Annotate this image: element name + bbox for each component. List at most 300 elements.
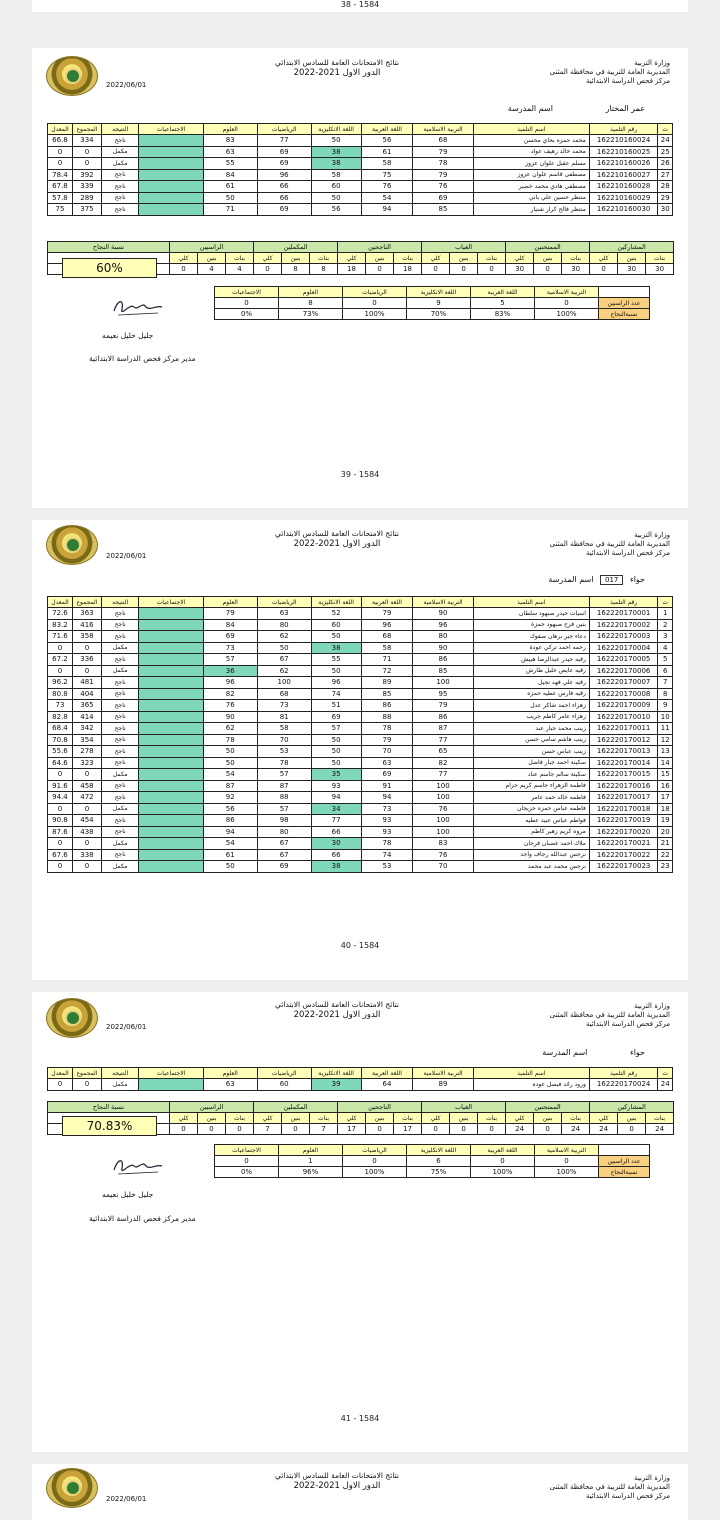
table-cell: 162220170003 xyxy=(589,631,658,643)
stats-value: 0 xyxy=(535,1156,599,1167)
table-cell: 71 xyxy=(203,204,257,216)
table-cell: 79 xyxy=(361,734,413,746)
table-cell: ناجح xyxy=(101,734,138,746)
table-cell: 36 xyxy=(203,665,257,677)
table-cell: 23 xyxy=(658,861,673,873)
stats-value: 0 xyxy=(471,1156,535,1167)
table-cell: 26 xyxy=(658,158,673,170)
print-date: 2022/06/01 xyxy=(106,552,147,560)
table-cell: 86 xyxy=(413,654,473,666)
table-cell: ناجح xyxy=(101,654,138,666)
table-cell: 19 xyxy=(658,815,673,827)
table-cell: 0 xyxy=(48,158,73,170)
table-cell: 69 xyxy=(413,192,473,204)
table-cell: 55 xyxy=(311,654,361,666)
subject-header: التربية الاسلامية xyxy=(535,1145,599,1156)
table-cell: 162220170005 xyxy=(589,654,658,666)
table-cell: 11 xyxy=(658,723,673,735)
table-cell: 70 xyxy=(361,746,413,758)
table-cell: 85 xyxy=(413,665,473,677)
table-cell: 0 xyxy=(72,803,101,815)
table-cell: 2 xyxy=(658,619,673,631)
table-cell: 0 xyxy=(72,769,101,781)
table-cell: 162220170017 xyxy=(589,792,658,804)
table-cell: 38 xyxy=(311,146,361,158)
table-cell: 66 xyxy=(311,826,361,838)
table-cell: 0 xyxy=(48,665,73,677)
table-cell: 75 xyxy=(48,204,73,216)
table-cell: 162220170014 xyxy=(589,757,658,769)
table-cell: 17 xyxy=(658,792,673,804)
table-cell: 22 xyxy=(658,849,673,861)
subject-header: الاجتماعيات xyxy=(215,287,279,298)
table-cell: 29 xyxy=(658,192,673,204)
table-cell: 25 xyxy=(658,146,673,158)
table-cell: 57 xyxy=(203,654,257,666)
table-cell: بنين فرح صبهود حمزة xyxy=(473,619,589,631)
table-cell: 52 xyxy=(311,608,361,620)
table-cell xyxy=(139,861,203,873)
summary-sub-header: بنات xyxy=(310,253,338,264)
table-cell: 91 xyxy=(361,780,413,792)
table-cell: 10 xyxy=(658,711,673,723)
subject-header: العلوم xyxy=(279,1145,343,1156)
table-cell: 339 xyxy=(72,181,101,193)
table-cell: 0 xyxy=(48,769,73,781)
table-cell xyxy=(139,631,203,643)
table-cell: 56 xyxy=(203,803,257,815)
table-cell: مروه كريم زهير كاظم xyxy=(473,826,589,838)
table-cell: 0 xyxy=(48,1079,73,1091)
stats-row xyxy=(215,309,650,320)
table-row xyxy=(48,746,673,758)
stats-corner xyxy=(599,1145,650,1156)
table-cell: 4 xyxy=(658,642,673,654)
stats-value: 83% xyxy=(471,309,535,320)
table-cell: رقيه عايض خليل طارش xyxy=(473,665,589,677)
table-cell: 0 xyxy=(72,665,101,677)
table-cell: 79 xyxy=(203,608,257,620)
table-cell: نرجس عبدالله رجاف واجد xyxy=(473,849,589,861)
table-cell: 96 xyxy=(361,619,413,631)
table-cell: 39 xyxy=(311,1079,361,1091)
table-cell: 62 xyxy=(257,631,311,643)
table-cell: ناجح xyxy=(101,826,138,838)
table-cell: 50 xyxy=(311,746,361,758)
table-cell: 162220170013 xyxy=(589,746,658,758)
stats-value: 100% xyxy=(343,1167,407,1178)
column-header: ت xyxy=(658,1068,673,1079)
column-header: العلوم xyxy=(203,597,257,608)
table-cell: 73 xyxy=(48,700,73,712)
table-cell: 0 xyxy=(72,158,101,170)
table-cell: 162220170001 xyxy=(589,608,658,620)
table-cell: ناجح xyxy=(101,792,138,804)
table-row xyxy=(48,181,673,193)
table-cell: 77 xyxy=(257,135,311,147)
stats-row-label: عدد الراسبين xyxy=(599,1156,650,1167)
table-cell: 50 xyxy=(203,746,257,758)
table-cell: 50 xyxy=(257,642,311,654)
subject-header: الاجتماعيات xyxy=(215,1145,279,1156)
table-cell: 27 xyxy=(658,169,673,181)
stats-value: 0 xyxy=(215,1156,279,1167)
table-cell: 8 xyxy=(658,688,673,700)
table-cell: 90 xyxy=(203,711,257,723)
table-cell: 78 xyxy=(203,734,257,746)
stats-header-row xyxy=(215,287,650,298)
table-cell: 162210160030 xyxy=(589,204,658,216)
table-cell: 86 xyxy=(203,815,257,827)
table-header-row xyxy=(48,1068,673,1079)
table-cell: محمد خالد رهيف عواد xyxy=(473,146,589,158)
stats-value: 5 xyxy=(471,298,535,309)
summary-sub-header: بنات xyxy=(646,1113,674,1124)
table-cell: 18 xyxy=(658,803,673,815)
table-cell: 56 xyxy=(361,135,413,147)
summary-value: 0 xyxy=(170,1124,198,1135)
results-table xyxy=(47,596,673,873)
table-cell: 30 xyxy=(311,838,361,850)
table-cell: 162220170011 xyxy=(589,723,658,735)
table-cell: مكمل xyxy=(101,642,138,654)
table-row xyxy=(48,654,673,666)
table-cell: 6 xyxy=(658,665,673,677)
summary-sub-header: كلي xyxy=(422,253,450,264)
table-cell: 38 xyxy=(311,861,361,873)
summary-sub-header: بنين xyxy=(618,1113,646,1124)
summary-value: 30 xyxy=(506,264,534,275)
ministry-logo-icon xyxy=(46,56,98,96)
stats-row xyxy=(215,1156,650,1167)
table-cell: 100 xyxy=(413,815,473,827)
table-cell: 60 xyxy=(257,1079,311,1091)
stats-value: 100% xyxy=(535,309,599,320)
table-cell: 68 xyxy=(257,688,311,700)
table-cell: 51 xyxy=(311,700,361,712)
column-header: رقم التلميذ xyxy=(589,1068,658,1079)
summary-value: 18 xyxy=(338,264,366,275)
summary-group-header: الممتحنين xyxy=(506,242,590,253)
summary-sub-header: كلي xyxy=(422,1113,450,1124)
table-cell: محمد حمزه بحاي محسن xyxy=(473,135,589,147)
school-name-row: عمر المختار اسم المدرسة xyxy=(507,104,645,113)
table-cell: دعاء جبر برهان صفوك xyxy=(473,631,589,643)
stats-row xyxy=(215,1167,650,1178)
table-cell: 86 xyxy=(413,711,473,723)
table-cell: مكمل xyxy=(101,665,138,677)
table-cell: ناجح xyxy=(101,619,138,631)
table-cell xyxy=(139,688,203,700)
table-cell: ناجح xyxy=(101,849,138,861)
summary-value: 0 xyxy=(618,1124,646,1135)
table-cell: 38 xyxy=(311,642,361,654)
table-cell: 162210160026 xyxy=(589,158,658,170)
table-cell xyxy=(139,654,203,666)
table-cell xyxy=(139,700,203,712)
summary-value: 0 xyxy=(366,1124,394,1135)
subject-header: اللغة العربية xyxy=(471,1145,535,1156)
table-row xyxy=(48,792,673,804)
table-row xyxy=(48,158,673,170)
table-cell: 69 xyxy=(203,631,257,643)
table-cell: 61 xyxy=(203,181,257,193)
table-cell xyxy=(139,1079,203,1091)
table-cell: 63 xyxy=(257,608,311,620)
table-cell: فاطمه عباس حمزه حزيجان xyxy=(473,803,589,815)
summary-sub-header: بنين xyxy=(282,253,310,264)
summary-sub-header: بنات xyxy=(394,253,422,264)
stats-value: 0 xyxy=(343,298,407,309)
table-cell: 0 xyxy=(48,642,73,654)
table-cell: ناجح xyxy=(101,757,138,769)
table-cell: 162220170012 xyxy=(589,734,658,746)
summary-group-header: المشاركين xyxy=(590,1102,674,1113)
table-cell: ناجح xyxy=(101,815,138,827)
table-cell: 0 xyxy=(72,838,101,850)
page-number: 39 - 1584 xyxy=(340,470,380,479)
table-cell: 20 xyxy=(658,826,673,838)
exam-title: نتائج الامتحانات العامة للسادس الابتدائي 2022-2021 الدور الاول xyxy=(275,1471,399,1491)
table-cell: 78.4 xyxy=(48,169,73,181)
table-cell: 83 xyxy=(203,135,257,147)
table-cell: 50 xyxy=(311,757,361,769)
table-cell: زينب محمد جبار عبد xyxy=(473,723,589,735)
column-header: المجموع xyxy=(72,124,101,135)
table-cell: 60 xyxy=(311,181,361,193)
result-page-2 xyxy=(32,520,688,980)
table-cell: 80 xyxy=(257,826,311,838)
page-number: 40 - 1584 xyxy=(340,941,380,950)
column-header: رقم التلميذ xyxy=(589,597,658,608)
table-cell: 79 xyxy=(413,700,473,712)
table-cell: 162210160024 xyxy=(589,135,658,147)
table-cell xyxy=(139,746,203,758)
table-cell: 94.4 xyxy=(48,792,73,804)
subject-stats-table xyxy=(214,286,650,320)
summary-group-header: الناجحين xyxy=(338,242,422,253)
table-cell: 66 xyxy=(311,849,361,861)
table-row xyxy=(48,688,673,700)
summary-sub-header: بنين xyxy=(450,1113,478,1124)
table-cell: 70 xyxy=(413,861,473,873)
table-cell: 94 xyxy=(361,792,413,804)
table-cell: 85 xyxy=(413,204,473,216)
table-cell xyxy=(139,711,203,723)
table-cell: 100 xyxy=(413,792,473,804)
table-cell: سكينة احمد جبار فاضل xyxy=(473,757,589,769)
table-cell: 69 xyxy=(257,861,311,873)
table-cell: زهراء عامر كاظم جريب xyxy=(473,711,589,723)
table-cell: 83.2 xyxy=(48,619,73,631)
table-cell: 323 xyxy=(72,757,101,769)
table-row xyxy=(48,608,673,620)
column-header: اسم التلميذ xyxy=(473,1068,589,1079)
table-cell xyxy=(139,169,203,181)
result-page-3 xyxy=(32,992,688,1452)
table-cell xyxy=(139,642,203,654)
table-row xyxy=(48,849,673,861)
table-cell: 162220170004 xyxy=(589,642,658,654)
column-header: النتيجه xyxy=(101,597,138,608)
summary-value: 0 xyxy=(590,264,618,275)
table-cell: 162220170010 xyxy=(589,711,658,723)
table-cell xyxy=(139,792,203,804)
signer-name: جليل خليل نعيمه xyxy=(102,331,154,340)
table-cell: 62 xyxy=(257,665,311,677)
summary-sub-header: كلي xyxy=(506,253,534,264)
table-cell: 56 xyxy=(311,204,361,216)
summary-value: 0 xyxy=(478,264,506,275)
table-cell xyxy=(139,181,203,193)
table-cell: 50 xyxy=(311,135,361,147)
summary-group-header: المشاركين xyxy=(590,242,674,253)
summary-value: 8 xyxy=(310,264,338,275)
table-cell: 93 xyxy=(361,826,413,838)
table-row xyxy=(48,723,673,735)
stats-row xyxy=(215,298,650,309)
stats-value: 75% xyxy=(407,1167,471,1178)
table-cell xyxy=(139,665,203,677)
table-cell: ناجح xyxy=(101,780,138,792)
table-cell: 68 xyxy=(413,135,473,147)
table-cell: 24 xyxy=(658,135,673,147)
table-cell: 96 xyxy=(413,619,473,631)
table-cell: 66.8 xyxy=(48,135,73,147)
table-cell: 342 xyxy=(72,723,101,735)
table-cell: فواطم عباس عبيد عطيه xyxy=(473,815,589,827)
summary-group-row xyxy=(48,242,674,253)
table-cell: 67 xyxy=(257,654,311,666)
column-header: التربية الاسلامية xyxy=(413,597,473,608)
stats-value: 100% xyxy=(535,1167,599,1178)
column-header: الاجتماعيات xyxy=(139,1068,203,1079)
summary-sub-header: بنين xyxy=(366,253,394,264)
table-cell: رحمه احمد تركي عودة xyxy=(473,642,589,654)
table-cell: مكمل xyxy=(101,146,138,158)
table-cell: 76 xyxy=(203,700,257,712)
summary-sub-header: كلي xyxy=(254,253,282,264)
table-row xyxy=(48,1079,673,1091)
table-cell: 82 xyxy=(413,757,473,769)
table-cell: 67.6 xyxy=(48,849,73,861)
stats-value: 8 xyxy=(279,298,343,309)
summary-group-header: المكملين xyxy=(254,1102,338,1113)
summary-value: 24 xyxy=(562,1124,590,1135)
table-cell: 162220170024 xyxy=(589,1079,658,1091)
table-cell: 50 xyxy=(203,192,257,204)
table-cell: 69 xyxy=(311,711,361,723)
column-header: رقم التلميذ xyxy=(589,124,658,135)
summary-group-header: الناجحين xyxy=(338,1102,422,1113)
table-cell: 73 xyxy=(257,700,311,712)
summary-sub-header: بنين xyxy=(282,1113,310,1124)
table-cell: 53 xyxy=(361,861,413,873)
column-header: الاجتماعيات xyxy=(139,597,203,608)
table-cell: 100 xyxy=(413,780,473,792)
table-header-row xyxy=(48,597,673,608)
table-cell: فاطمة الزهراء جاسم كريم حزام xyxy=(473,780,589,792)
school-code: 017 xyxy=(600,575,623,585)
ministry-logo-icon xyxy=(46,525,98,565)
column-header: الرياضيات xyxy=(257,597,311,608)
table-cell: 162210160027 xyxy=(589,169,658,181)
table-cell: 93 xyxy=(311,780,361,792)
table-cell: 0 xyxy=(72,642,101,654)
table-cell: 15 xyxy=(658,769,673,781)
table-cell: 472 xyxy=(72,792,101,804)
table-cell: 85 xyxy=(361,688,413,700)
table-cell: 64.6 xyxy=(48,757,73,769)
stats-value: 0% xyxy=(215,1167,279,1178)
table-cell: 77 xyxy=(413,769,473,781)
summary-sub-header: كلي xyxy=(590,253,618,264)
table-cell xyxy=(139,780,203,792)
summary-value: 7 xyxy=(254,1124,282,1135)
table-cell: 30 xyxy=(658,204,673,216)
summary-value: 7 xyxy=(310,1124,338,1135)
table-cell: 79 xyxy=(413,169,473,181)
table-cell: 54 xyxy=(203,769,257,781)
table-cell xyxy=(139,815,203,827)
table-cell: 87.6 xyxy=(48,826,73,838)
signature-icon xyxy=(108,293,168,321)
table-cell: 338 xyxy=(72,849,101,861)
table-row xyxy=(48,631,673,643)
table-cell: 55.6 xyxy=(48,746,73,758)
summary-sub-header: كلي xyxy=(338,253,366,264)
summary-value: 30 xyxy=(562,264,590,275)
summary-group-header: الغياب xyxy=(422,1102,506,1113)
column-header: اسم التلميذ xyxy=(473,124,589,135)
print-date: 2022/06/01 xyxy=(106,81,147,89)
summary-value: 0 xyxy=(226,1124,254,1135)
table-cell: 162220170021 xyxy=(589,838,658,850)
table-cell: 76 xyxy=(413,181,473,193)
directorate-header: وزارة التربية المديرية العامة للتربية في محافظة المثنى مركز فحص الدراسة الابتدائية xyxy=(549,531,670,557)
table-cell: 0 xyxy=(48,838,73,850)
table-cell: مكمل xyxy=(101,1079,138,1091)
table-cell: 162220170009 xyxy=(589,700,658,712)
table-cell: ناجح xyxy=(101,204,138,216)
table-cell: مكمل xyxy=(101,838,138,850)
summary-value: 0 xyxy=(422,1124,450,1135)
table-row xyxy=(48,711,673,723)
table-cell: 76 xyxy=(361,181,413,193)
table-row xyxy=(48,169,673,181)
table-row xyxy=(48,700,673,712)
table-cell: 67.2 xyxy=(48,654,73,666)
column-header: النتيجه xyxy=(101,1068,138,1079)
stats-value: 96% xyxy=(279,1167,343,1178)
table-cell: 90 xyxy=(413,608,473,620)
summary-sub-header: كلي xyxy=(170,1113,198,1124)
table-cell: 162220170022 xyxy=(589,849,658,861)
result-page-4 xyxy=(32,1464,688,1520)
table-row xyxy=(48,780,673,792)
table-cell: 96 xyxy=(257,169,311,181)
table-row xyxy=(48,803,673,815)
table-cell: 57 xyxy=(257,769,311,781)
table-cell: 278 xyxy=(72,746,101,758)
subject-header: اللغة الانكليزية xyxy=(407,1145,471,1156)
table-row xyxy=(48,619,673,631)
table-cell: 78 xyxy=(257,757,311,769)
table-row xyxy=(48,757,673,769)
summary-group-header: المكملين xyxy=(254,242,338,253)
table-cell: ناجح xyxy=(101,711,138,723)
table-cell: 58 xyxy=(361,642,413,654)
